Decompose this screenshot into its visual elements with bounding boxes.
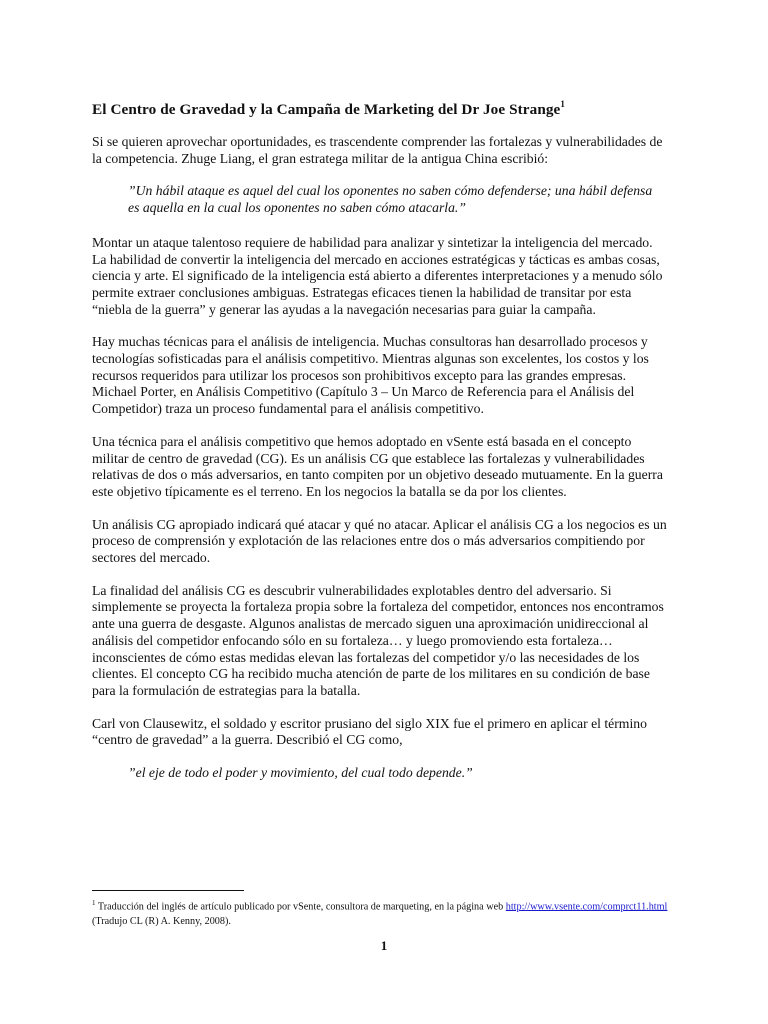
- footnote-link[interactable]: http://www.vsente.com/comprct11.html: [505, 901, 668, 913]
- document-title: [92, 100, 670, 120]
- quote-zhuge-liang: ”Un hábil ataque es aquel del cual los oponentes no saben cómo defenderse; una hábil defensa es aquella en la cual los oponentes no saben cómo atacarla.”: [128, 183, 653, 216]
- footnote-separator: [92, 890, 244, 891]
- title-footnote-ref[interactable]: 1: [560, 98, 566, 109]
- paragraph-ataque: Montar un ataque talentoso requiere de habilidad para analizar y sintetizar la inteligencia del mercado. La habilidad de convertir la inteligencia del mercado en acciones estratégicas y tácticas es ambas cosas, ciencia y arte. El significado de la inteligencia está abierto a diferentes interpretaciones y a menudo sólo permite extraer conclusiones ambiguas. Estrategas eficaces tienen la habilidad de transitar por esta “niebla de la guerra” y generar las ayudas a la navegación necesarias para guiar la campaña.: [92, 234, 663, 317]
- paragraph-vsente: Una técnica para el análisis competitivo que hemos adoptado en vSente está basada en el concepto militar de centro de gravedad (CG). Es un análisis CG que establece las fortalezas y vulnerabilidades relativas de dos o más adversarios, en tanto compiten por un objetivo deseado mutuamente. En la guerra este objetivo típicamente es el terreno. En los negocios la batalla se da por los clientes.: [92, 433, 663, 499]
- footnote-text: Traducción del inglés de artículo publicado por vSente, consultora de marqueting, en la página web: [97, 901, 504, 913]
- paragraph-analisis-cg: Un análisis CG apropiado indicará qué atacar y qué no atacar. Aplicar el análisis CG a los negocios es un proceso de comprensión y explotación de las relaciones entre dos o más adversarios compitiendo por sectores del mercado.: [92, 516, 667, 566]
- quote-clausewitz: ”el eje de todo el poder y movimiento, del cual todo depende.”: [128, 765, 473, 781]
- footnote-marker: 1: [92, 899, 96, 907]
- paragraph-finalidad: La finalidad del análisis CG es descubrir vulnerabilidades explotables dentro del adversario. Si simplemente se proyecta la fortaleza propia sobre la fortaleza del competidor, entonces nos encontramos ante una guerra de desgaste. Algunos analistas de mercado siguen una aproximación unidireccional al análisis del competidor enfocando sólo en su fortaleza… y luego promoviendo esta fortaleza… inconscientes de cómo estas medidas elevan las fortalezas del competidor y/o las necesidades de los clientes. El concepto CG ha recibido mucha atención de parte de los militares en su condición de base para la formulación de estrategias para la batalla.: [92, 582, 664, 698]
- footnote-area: [92, 890, 670, 929]
- page-body: [92, 100, 670, 800]
- page-number: 1: [380, 938, 388, 953]
- paragraph-tecnicas: Hay muchas técnicas para el análisis de inteligencia. Muchas consultoras han desarrollado procesos y tecnologías sofisticadas para el análisis competitivo. Mientras algunas son excelentes, los costos y los recursos requeridos para utilizar los procesos son prohibitivos excepto para las grandes empresas. Michael Porter, en Análisis Competitivo (Capítulo 3 – Un Marco de Referencia para el Análisis del Competidor) traza un proceso fundamental para el análisis competitivo.: [92, 334, 649, 417]
- paragraph-clausewitz: Carl von Clausewitz, el soldado y escritor prusiano del siglo XIX fue el primero en aplicar el término “centro de gravedad” a la guerra. Describió el CG como,: [92, 715, 647, 748]
- footnote-credit: (Tradujo CL (R) A. Kenny, 2008).: [92, 916, 231, 928]
- paragraph-intro: Si se quieren aprovechar oportunidades, es trascendente comprender las fortalezas y vulnerabilidades de la competencia. Zhuge Liang, el gran estratega militar de la antigua China escribió:: [92, 134, 663, 166]
- footnote-1: [92, 896, 670, 929]
- title-text: El Centro de Gravedad y la Campaña de Marketing del Dr Joe Strange: [92, 101, 561, 118]
